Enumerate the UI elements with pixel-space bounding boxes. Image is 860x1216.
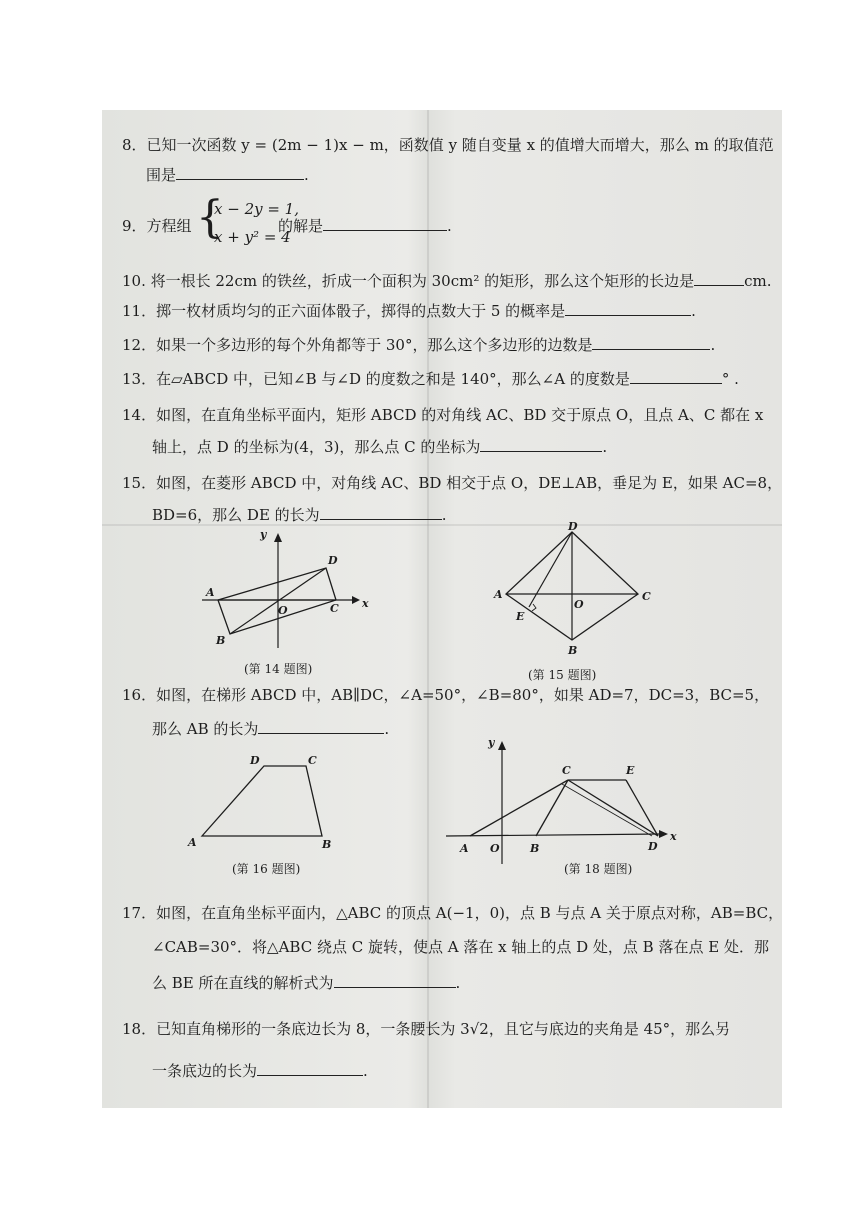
question-14-prefix: 轴上，点 D 的坐标为(4，3)，那么点 C 的坐标为: [152, 438, 481, 456]
fold-line-vertical: [427, 110, 429, 1108]
question-13-text: 13．在▱ABCD 中，已知∠B 与∠D 的度数之和是 140°，那么∠A 的度数是: [122, 370, 630, 388]
question-8-suffix: .: [304, 166, 309, 184]
figure-16-label-a: A: [188, 836, 197, 849]
answer-blank-17[interactable]: [334, 973, 456, 988]
answer-blank-14[interactable]: [480, 437, 602, 452]
figure-14-x-arrow: [352, 596, 360, 604]
question-10-text: 10. 将一根长 22cm 的铁丝，折成一个面积为 30cm² 的矩形，那么这个矩形的长边是: [122, 272, 695, 290]
question-15-line-2: [152, 504, 446, 525]
question-18-line-2: [152, 1060, 368, 1081]
question-8-line-2: [146, 164, 309, 185]
figure-18-y-arrow: [498, 741, 506, 750]
system-brace: {: [196, 192, 224, 243]
question-11-text: 11．掷一枚材质均匀的正六面体骰子，掷得的点数大于 5 的概率是: [122, 302, 566, 320]
figure-16-label-d: D: [250, 754, 260, 767]
figure-18-label-a: A: [460, 842, 469, 855]
question-8-prefix: 围是: [146, 166, 177, 184]
question-17-line-2: ∠CAB=30°．将△ABC 绕点 C 旋转，使点 A 落在 x 轴上的点 D 处，点 B 落在点 E 处．那: [152, 938, 769, 956]
figure-18-label-o: O: [490, 842, 500, 855]
figure-15-label-c: C: [642, 590, 651, 603]
figure-16-label-c: C: [308, 754, 317, 767]
figure-14-label-d: D: [328, 554, 338, 567]
question-11-suffix: .: [691, 302, 696, 320]
figure-18-segment-ed: [626, 780, 658, 836]
answer-blank-15[interactable]: [320, 505, 442, 520]
question-9-prefix: 9．方程组: [122, 217, 192, 235]
figure-14-label-c: C: [330, 602, 339, 615]
figure-15-right-angle-mark: [532, 604, 536, 611]
figure-16-caption: (第 16 题图): [232, 862, 301, 876]
question-12-text: 12．如果一个多边形的每个外角都等于 30°，那么这个多边形的边数是: [122, 336, 593, 354]
question-16-prefix: 那么 AB 的长为: [152, 720, 259, 738]
figure-14-label-o: O: [278, 604, 288, 617]
figure-18-coordinate-figure: [442, 738, 682, 866]
figure-14-rectangle: [202, 530, 372, 650]
exam-sheet: [102, 110, 782, 1108]
question-18-line-1: 18．已知直角梯形的一条底边长为 8，一条腰长为 3√2，且它与底边的夹角是 45°，那么另: [122, 1020, 731, 1038]
answer-blank-9[interactable]: [323, 216, 447, 231]
figure-15-label-a: A: [494, 588, 503, 601]
figure-15-rhombus: [492, 522, 662, 662]
answer-blank-13[interactable]: [630, 369, 722, 384]
figure-14-label-x: x: [362, 597, 369, 610]
equation-2: x + y² = 4: [214, 228, 291, 246]
figure-18-segment-cd: [568, 780, 658, 836]
question-13-suffix: ° .: [721, 370, 739, 388]
question-15-prefix: BD=6，那么 DE 的长为: [152, 506, 320, 524]
question-12: [122, 334, 715, 355]
equation-1: x − 2y = 1,: [214, 200, 299, 218]
figure-14-label-a: A: [206, 586, 215, 599]
figure-16-trapezoid: [186, 750, 336, 850]
question-14-suffix: .: [602, 438, 608, 456]
figure-18-x-axis: [446, 834, 660, 836]
question-12-suffix: .: [710, 336, 716, 354]
question-9-answer-label: 的解是: [278, 217, 324, 235]
question-15-suffix: .: [441, 506, 447, 524]
question-17-line-1: 17．如图，在直角坐标平面内，△ABC 的顶点 A(−1，0)，点 B 与点 A 关于原点对称，AB=BC，: [122, 904, 784, 922]
question-9-suffix: .: [447, 217, 452, 235]
figure-14-label-y: y: [260, 530, 267, 541]
figure-15-label-b: B: [568, 644, 578, 657]
question-15-line-1: 15．如图，在菱形 ABCD 中，对角线 AC、BD 相交于点 O，DE⊥AB，垂足为 E，如果 AC=8，: [122, 474, 783, 492]
question-14-line-1: 14．如图，在直角坐标平面内，矩形 ABCD 的对角线 AC、BD 交于原点 O，且点 A、C 都在 x: [122, 406, 764, 424]
question-17-line-3: [152, 972, 460, 993]
question-13: [122, 368, 739, 389]
figure-16-label-b: B: [322, 838, 332, 850]
figure-18-label-e: E: [626, 764, 635, 777]
question-16-suffix: .: [384, 720, 390, 738]
figure-18-label-b: B: [530, 842, 540, 855]
figure-15-caption: (第 15 题图): [528, 668, 597, 682]
question-8-line-1: 8．已知一次函数 y = (2m − 1)x − m，函数值 y 随自变量 x 的值增大而增大，那么 m 的取值范: [122, 136, 774, 154]
figure-18-label-x: x: [670, 830, 677, 843]
figure-18-segment-ac: [470, 780, 568, 836]
question-18-suffix: .: [363, 1062, 368, 1080]
figure-15-segment-de: [529, 532, 572, 607]
question-16-line-2: [152, 718, 389, 739]
figure-14-y-arrow: [274, 533, 282, 542]
figure-18-label-c: C: [562, 764, 571, 777]
figure-14-label-b: B: [216, 634, 226, 647]
answer-blank-18[interactable]: [257, 1061, 363, 1076]
question-10-suffix: cm.: [744, 272, 772, 290]
question-10: [122, 270, 772, 291]
answer-blank-8[interactable]: [176, 165, 304, 180]
figure-18-x-arrow: [659, 830, 668, 838]
figure-15-label-e: E: [516, 610, 525, 623]
figure-18-caption: (第 18 题图): [564, 862, 633, 876]
question-16-line-1: 16．如图，在梯形 ABCD 中，AB∥DC，∠A=50°，∠B=80°，如果 AD=7，DC=3，BC=5，: [122, 686, 770, 704]
figure-15-label-o: O: [574, 598, 584, 611]
question-18-prefix: 一条底边的长为: [152, 1062, 258, 1080]
figure-15-label-d: D: [568, 522, 578, 533]
question-14-line-2: [152, 436, 607, 457]
figure-14-caption: (第 14 题图): [244, 662, 313, 676]
figure-18-label-d: D: [648, 840, 658, 853]
answer-blank-16[interactable]: [258, 719, 384, 734]
figure-18-label-y: y: [488, 738, 495, 749]
figure-16-trapezoid-outline: [202, 766, 322, 836]
answer-blank-10[interactable]: [694, 271, 744, 286]
question-17-suffix: .: [455, 974, 461, 992]
figure-18-segment-cd-inner: [562, 784, 652, 836]
question-11: [122, 300, 696, 321]
answer-blank-12[interactable]: [592, 335, 710, 350]
question-9-answer-line: [278, 215, 452, 236]
question-17-prefix: 么 BE 所在直线的解析式为: [152, 974, 334, 992]
answer-blank-11[interactable]: [565, 301, 691, 316]
